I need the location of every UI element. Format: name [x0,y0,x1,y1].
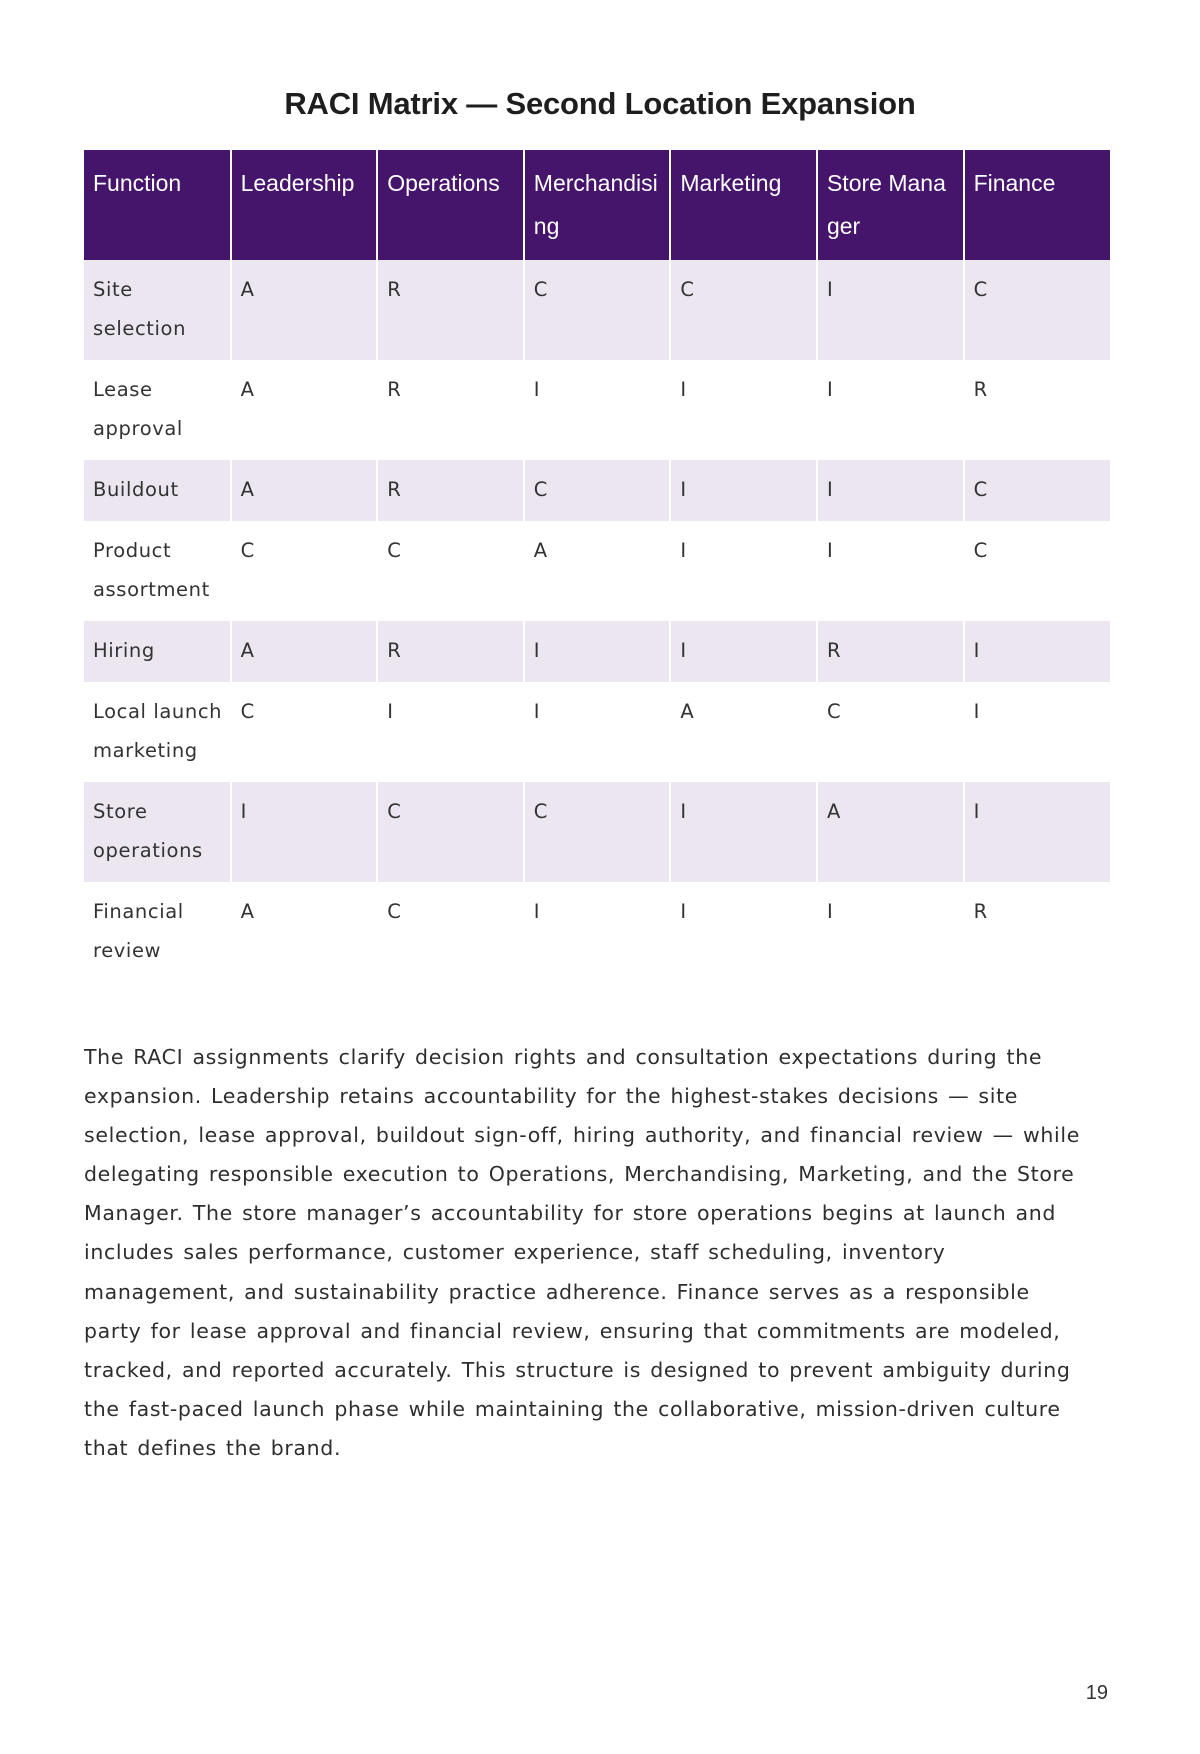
raci-cell: I [964,621,1111,682]
raci-cell: A [817,782,964,882]
raci-cell: I [377,682,524,782]
table-header-row [84,150,1110,260]
raci-cell: I [964,782,1111,882]
raci-cell: I [817,360,964,460]
raci-cell: R [377,360,524,460]
table-row [84,782,1110,882]
raci-cell: C [231,521,378,621]
raci-cell: A [231,882,378,982]
raci-cell: C [377,882,524,982]
raci-cell: I [817,260,964,360]
raci-cell: A [231,460,378,521]
raci-cell: I [524,621,671,682]
raci-cell: R [377,460,524,521]
raci-cell: I [670,882,817,982]
raci-cell: A [231,621,378,682]
page-number: 19 [1085,1682,1108,1704]
raci-table [84,150,1110,982]
raci-cell: C [964,521,1111,621]
raci-cell: I [670,460,817,521]
function-cell: Store operations [84,782,231,882]
raci-cell: I [524,682,671,782]
raci-cell: I [670,521,817,621]
raci-cell: I [670,621,817,682]
function-cell: Lease approval [84,360,231,460]
table-row [84,360,1110,460]
function-cell: Product assortment [84,521,231,621]
function-cell: Site selection [84,260,231,360]
body-paragraph: The RACI assignments clarify decision rights and consultation expectations during the expansion. Leadership retains accountability for the highest-stakes decisions — site selection, lease approval, buildout sign-off, hiring authority, and financial review — while delegating responsible execution to Operations, Merchandising, Marketing, and the Store Manager. The store manager’s accountability for store operations begins at launch and includes sales performance, customer experience, staff scheduling, inventory management, and sustainability practice adherence. Finance serves as a responsible party for lease approval and financial review, ensuring that commitments are modeled, tracked, and reported accurately. This structure is designed to prevent ambiguity during the fast-paced launch phase while maintaining the collaborative, mission-driven culture that defines the brand. [84,1045,1081,1460]
function-cell: Buildout [84,460,231,521]
table-row [84,682,1110,782]
raci-cell: C [377,782,524,882]
raci-cell: I [670,782,817,882]
table-row [84,460,1110,521]
raci-cell: C [964,260,1111,360]
raci-cell: C [670,260,817,360]
header-leadership: Leadership [231,150,378,260]
table-row [84,521,1110,621]
raci-cell: C [524,460,671,521]
raci-cell: I [964,682,1111,782]
raci-cell: R [377,260,524,360]
raci-cell: A [524,521,671,621]
raci-cell: R [377,621,524,682]
header-store-manager: Store Manager [817,150,964,260]
raci-cell: R [817,621,964,682]
header-merchandising: Merchandising [524,150,671,260]
header-operations: Operations [377,150,524,260]
header-function: Function [84,150,231,260]
table-row [84,882,1110,982]
raci-cell: C [231,682,378,782]
raci-cell: I [817,521,964,621]
header-finance: Finance [964,150,1111,260]
raci-cell: R [964,360,1111,460]
raci-cell: R [964,882,1111,982]
raci-cell: C [964,460,1111,521]
function-cell: Local launch marketing [84,682,231,782]
page-title: RACI Matrix — Second Location Expansion [284,86,916,121]
function-cell: Hiring [84,621,231,682]
raci-cell: I [524,360,671,460]
raci-cell: C [377,521,524,621]
raci-cell: C [524,782,671,882]
raci-cell: I [670,360,817,460]
raci-cell: I [817,882,964,982]
table-row [84,621,1110,682]
raci-cell: I [231,782,378,882]
raci-cell: C [524,260,671,360]
raci-cell: I [817,460,964,521]
function-cell: Financial review [84,882,231,982]
raci-cell: I [524,882,671,982]
raci-cell: A [670,682,817,782]
raci-cell: A [231,360,378,460]
raci-cell: A [231,260,378,360]
raci-cell: C [817,682,964,782]
header-marketing: Marketing [670,150,817,260]
table-row [84,260,1110,360]
